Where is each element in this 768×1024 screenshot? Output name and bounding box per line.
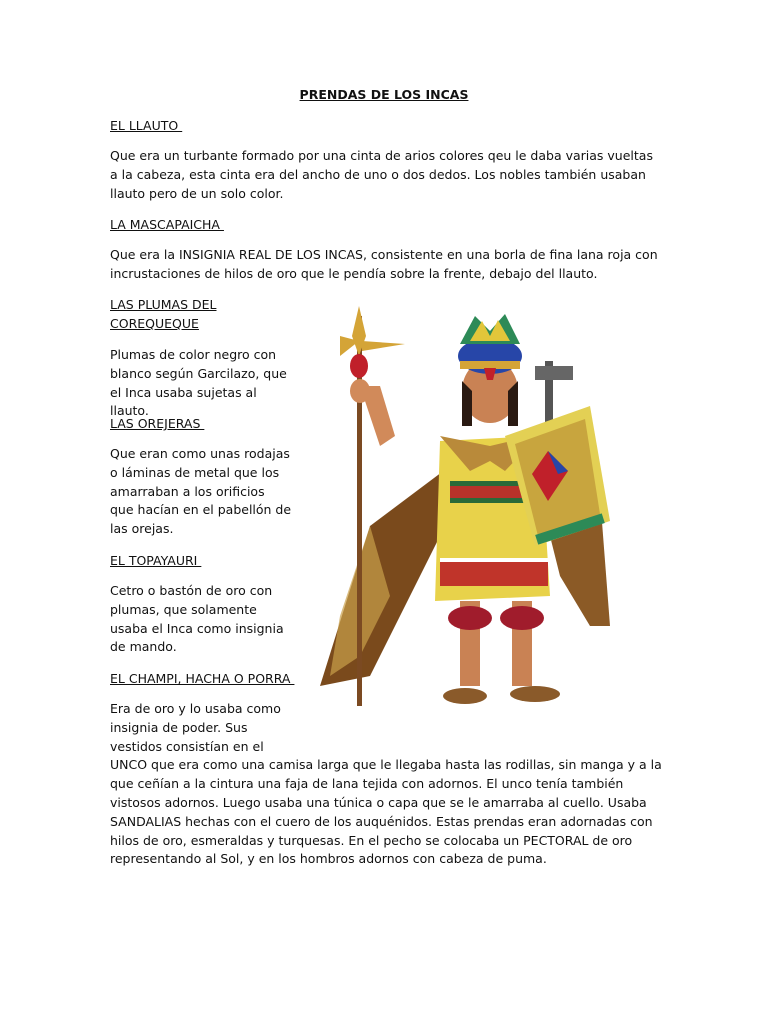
section-text-plumas: Plumas de color negro con blanco según Garcilazo, que el Inca usaba sujetas al llauto.: [110, 347, 287, 419]
section-text-orejeras: Que eran como unas rodajas o láminas de metal que los amarraban a los orificios que hacían en el pabellón de las orejas.: [110, 446, 292, 537]
document-title: PRENDAS DE LOS INCAS: [299, 87, 469, 102]
section-heading-mascapaicha: LA MASCAPAICHA: [110, 217, 224, 232]
inca-illustration: [300, 296, 660, 728]
section-heading-llauto: EL LLAUTO: [110, 118, 183, 133]
section-text-mascapaicha: Que era la INSIGNIA REAL DE LOS INCAS, consistente en una borla de fina lana roja con incrustaciones de hilos de oro que le pendía sobre la frente, debajo del llauto.: [110, 247, 658, 281]
section-heading-orejeras: LAS OREJERAS: [110, 416, 205, 431]
champi-text-body: Era de oro y lo usaba como insignia de poder. Sus vestidos consistían en el UNCO que era como una camisa larga que le llegaba hasta las rodillas, sin manga y a la que ceñían a la cintura una faja de lana tejida con adornos. El unco tenía también vistosos adornos. Luego usaba una túnica o capa que se le amarraba al cuello. Usaba SANDALIAS hechas con el cuero de los auquénidos. Estas prendas eran adornadas con hilos de oro, esmeraldas y turquesas. En el pecho se colocaba un PECTORAL de oro representando al Sol, y en los hombros adornos con cabeza de puma.: [110, 701, 662, 867]
section-heading-plumas: LAS PLUMAS DEL COREQUEQUE: [110, 297, 217, 331]
section-text-topayauri: Cetro o bastón de oro con plumas, que solamente usaba el Inca como insignia de mando.: [110, 583, 284, 655]
inca-figure-svg: [300, 296, 660, 728]
section-heading-champi: EL CHAMPI, HACHA O PORRA: [110, 671, 295, 686]
section-heading-topayauri: EL TOPAYAURI: [110, 553, 202, 568]
section-text-llauto: Que era un turbante formado por una cinta de arios colores qeu le daba varias vueltas a la cabeza, esta cinta era del ancho de uno o dos dedos. Los nobles también usaban llauto pero de un solo color.: [110, 148, 653, 201]
